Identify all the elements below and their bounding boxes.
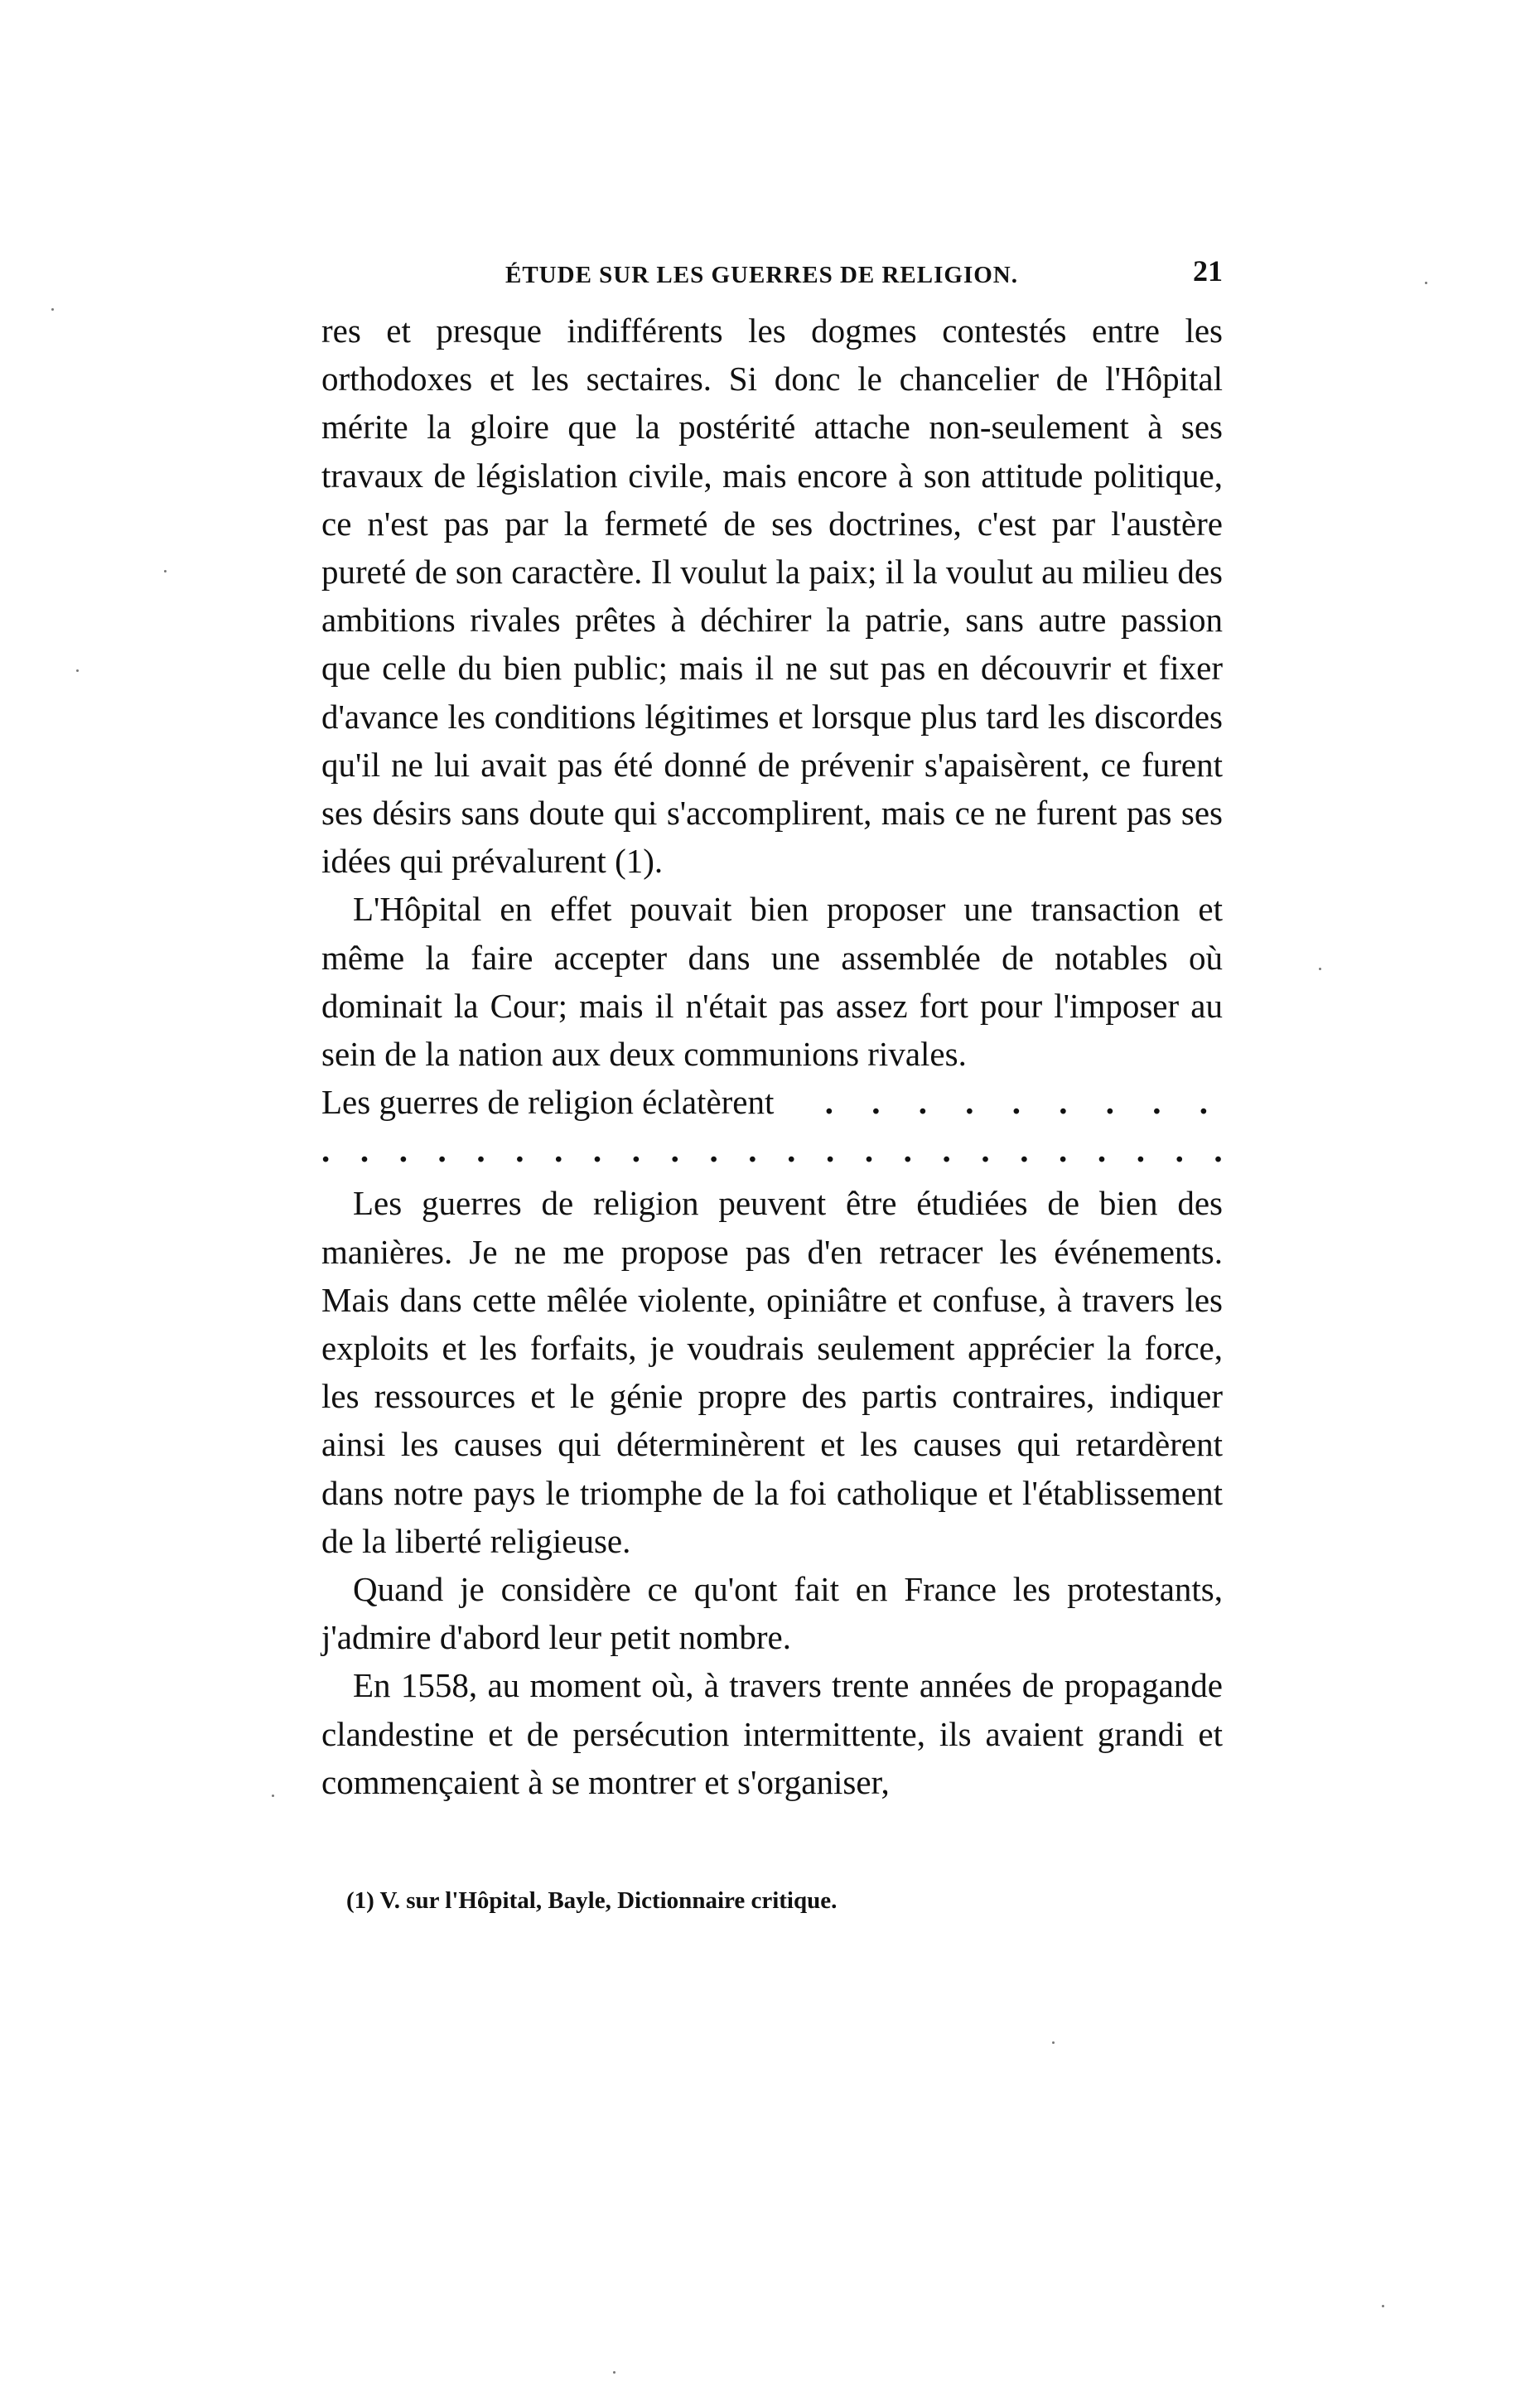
page-header: [321, 254, 1223, 303]
paragraph-2: [321, 885, 1223, 1078]
paper-speck: [1382, 2305, 1384, 2307]
paper-speck: [164, 570, 167, 572]
paper-speck: [76, 669, 79, 672]
paragraph-2-last-line: [321, 1078, 1223, 1126]
footnote: (1) V. sur l'Hôpital, Bayle, Dictionnaire critique.: [346, 1887, 838, 1914]
paper-speck: [1425, 282, 1427, 284]
ellipsis-dots: . . . . . . . . .: [824, 1083, 1223, 1122]
paper-speck: [1319, 968, 1321, 970]
paper-speck: [272, 1795, 274, 1797]
paragraph-5: En 1558, au moment où, à travers trente années de propagande clandestine et de persécution intermittente, ils avaient grandi et commençaient à se montrer et s'organiser,: [321, 1666, 1223, 1801]
paper-speck: [51, 308, 54, 311]
running-head: ÉTUDE SUR LES GUERRES DE RELIGION.: [505, 262, 1018, 288]
page-number: 21: [1193, 254, 1223, 287]
paragraph-2-last-line-text: Les guerres de religion éclatèrent: [321, 1083, 775, 1122]
paper-speck: [613, 2371, 616, 2374]
paragraph-1: res et presque indifférents les dogmes contestés entre les orthodoxes et les sectaires. Si donc le chancelier de l'Hôpital mérite la gloire que la postérité attache non-seulement à ses travaux de législation civile, mais encore à son attitude politique, ce n'est pas par la fermeté de ses doctrines, c'est par l'austère pureté de son caractère. Il voulut la paix; il la voulut au milieu des ambitions rivales prêtes à déchirer la patrie, sans autre passion que celle du bien public; mais il ne sut pas en découvrir et fixer d'avance les conditions légitimes et lorsque plus tard les discordes qu'il ne lui avait pas été donné de prévenir s'apaisèrent, ce furent ses désirs sans doute qui s'accomplirent, mais ce ne furent pas ses idées qui prévalurent (1).: [321, 312, 1223, 881]
paragraph-4: Quand je considère ce qu'ont fait en France les protestants, j'admire d'abord leur petit nombre.: [321, 1570, 1223, 1657]
paragraph-2-text: L'Hôpital en effet pouvait bien proposer une transaction et même la faire accepter dans une assemblée de notables où dominait la Cour; mais il n'était pas assez fort pour l'imposer au sein de la nation aux deux communions rivales.: [321, 890, 1223, 1074]
main-text: [321, 307, 1223, 1806]
paper-speck: [1052, 2041, 1055, 2044]
paragraph-3: Les guerres de religion peuvent être étudiées de bien des manières. Je ne me propose pas d'en retracer les événements. Mais dans cette mêlée violente, opiniâtre et confuse, à travers les exploits et les forfaits, je voudrais seulement apprécier la force, les ressources et le génie propre des partis contraires, indiquer ainsi les causes qui déterminèrent et les causes qui retardèrent dans notre pays le triomphe de la foi catholique et l'établissement de la liberté religieuse.: [321, 1184, 1223, 1560]
section-break-dots: . . . . . . . . . . . . . . . . . . . . . . . .: [321, 1131, 1223, 1170]
